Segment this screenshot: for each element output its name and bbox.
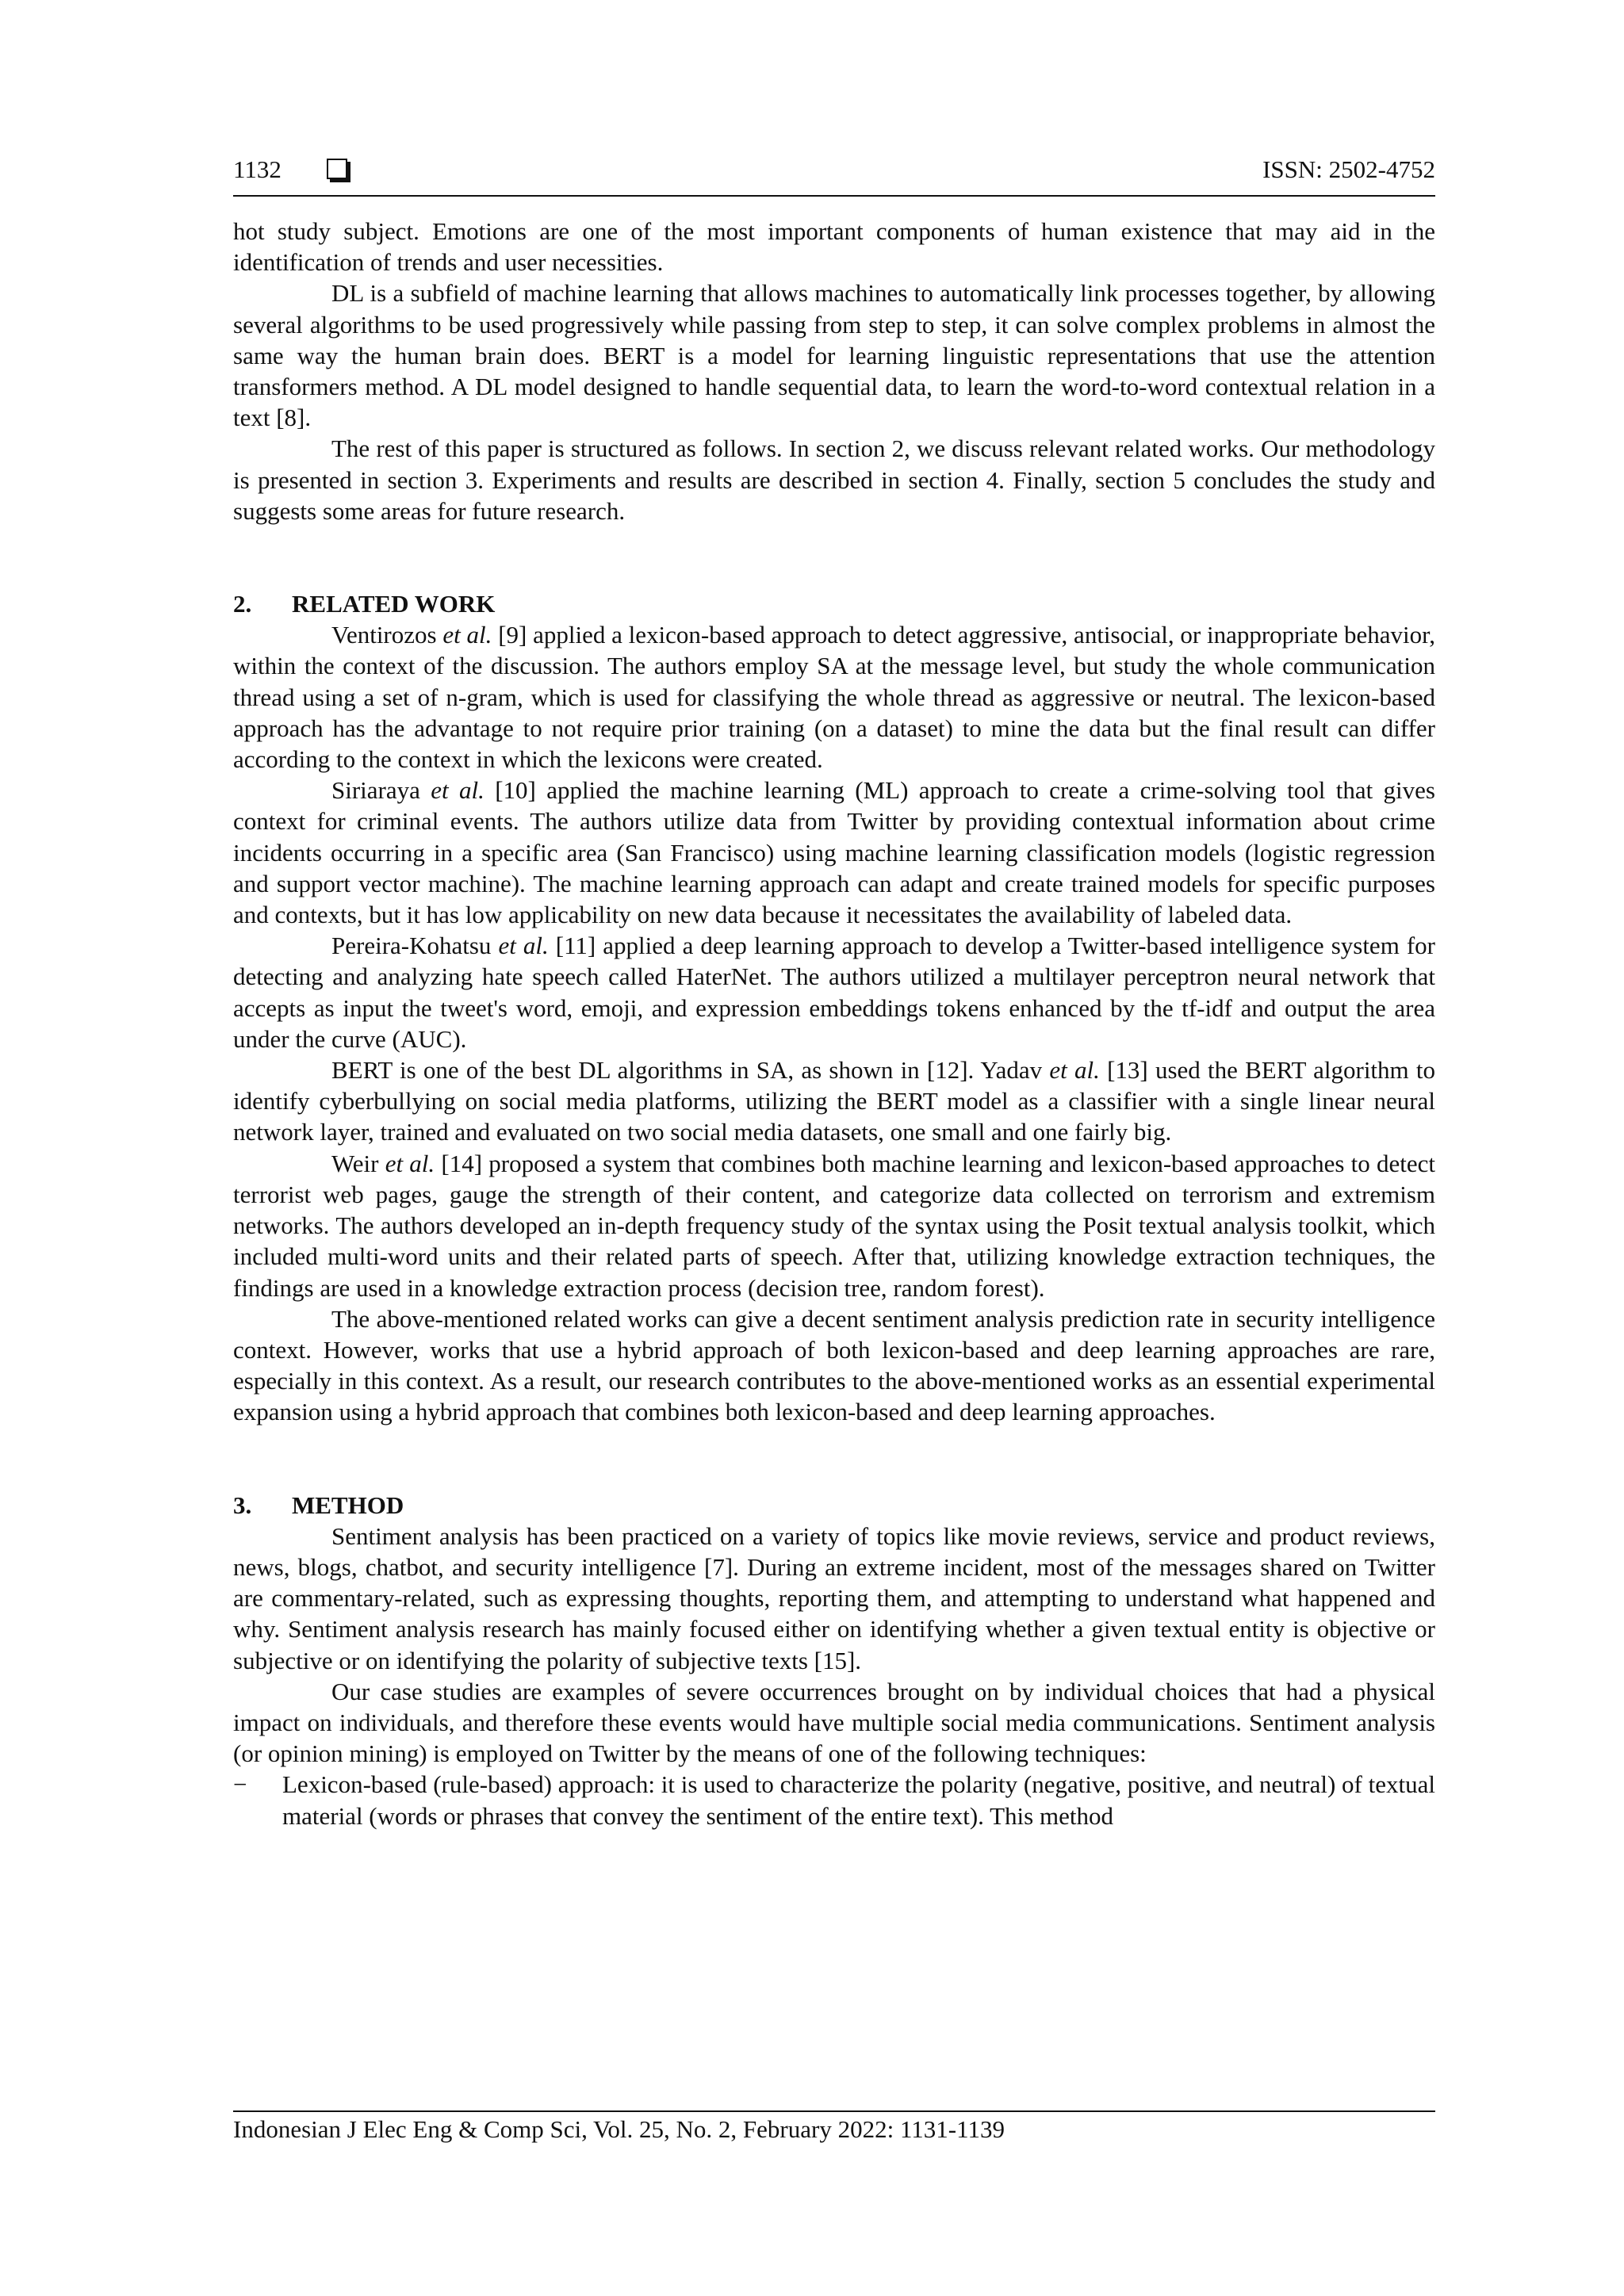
text-run: Ventirozos xyxy=(331,621,443,649)
square-bullet-icon xyxy=(327,159,347,179)
text-run: Weir xyxy=(331,1149,385,1177)
text-run: [13] used the BERT algorithm to identify cyberbullying on social media platforms, utilizing the BERT model as a classifier with a single linear neural network layer, trained and evaluated on two social media datasets, one small and one fairly big. xyxy=(233,1056,1435,1146)
list-item xyxy=(233,1769,1435,1831)
section-heading-related-work xyxy=(233,588,1435,619)
section-title: METHOD xyxy=(292,1490,404,1519)
et-al: et al. xyxy=(431,776,485,805)
body-text xyxy=(233,216,1435,1831)
journal-citation: Indonesian J Elec Eng & Comp Sci, Vol. 25, No. 2, February 2022: 1131-1139 xyxy=(233,2115,1005,2143)
related-paragraph-2 xyxy=(233,775,1435,930)
text-run: [10] applied the machine learning (ML) approach to create a crime-solving tool that gives context for criminal events. The authors utilize data from Twitter by providing contextual information about crime incidents occurring in a specific area (San Francisco) using machine learning classification models (logistic regression and support vector machine). The machine learning approach can adapt and create trained models for specific purposes and contexts, but it has low applicability on new data because it necessitates the availability of labeled data. xyxy=(233,776,1435,929)
intro-paragraph-1: hot study subject. Emotions are one of the most important components of human existence that may aid in the identification of trends and user necessities. xyxy=(233,217,1435,277)
text-run: Pereira-Kohatsu xyxy=(331,932,499,960)
related-paragraph-4 xyxy=(233,1054,1435,1148)
issn-label: ISSN: 2502-4752 xyxy=(1262,155,1435,183)
text-run: [14] proposed a system that combines both machine learning and lexicon-based approaches to detect terrorist web pages, gauge the strength of their content, and categorize data collected on terrorism and extremism networks. The authors developed an in-depth frequency study of the syntax using the Posit textual analysis toolkit, which included multi-word units and their related parts of speech. After that, utilizing knowledge extraction techniques, the findings are used in a knowledge extraction process (decision tree, random forest). xyxy=(233,1149,1435,1302)
intro-paragraph-3: The rest of this paper is structured as follows. In section 2, we discuss relevant related works. Our methodology is presented in section 3. Experiments and results are described in section 4. Finally, section 5 concludes the study and suggests some areas for future research. xyxy=(233,434,1435,525)
related-paragraph-5 xyxy=(233,1148,1435,1303)
list-item-text: Lexicon-based (rule-based) approach: it is used to characterize the polarity (negative, positive, and neutral) of textual material (words or phrases that convey the sentiment of the entire text). This method xyxy=(282,1770,1435,1830)
section-number: 2. xyxy=(233,590,252,618)
et-al: et al. xyxy=(1049,1056,1100,1085)
running-footer xyxy=(233,2110,1435,2144)
section-title: RELATED WORK xyxy=(292,590,496,618)
method-paragraph-2: Our case studies are examples of severe occurrences brought on by individual choices that had a physical impact on individuals, and therefore these events would have multiple social media communications. Sentiment analysis (or opinion mining) is employed on Twitter by the means of one of the following techniques: xyxy=(233,1677,1435,1768)
running-header xyxy=(233,151,1435,197)
page-number: 1132 xyxy=(233,155,282,183)
intro-paragraph-2: DL is a subfield of machine learning that allows machines to automatically link processes together, by allowing several algorithms to be used progressively while passing from step to step, it can solve complex problems in almost the same way the human brain does. BERT is a model for learning linguistic representations that use the attention transformers method. A DL model designed to handle sequential data, to learn the word-to-word contextual relation in a text [8]. xyxy=(233,279,1435,432)
text-run: [9] applied a lexicon-based approach to detect aggressive, antisocial, or inappropriate behavior, within the context of the discussion. The authors employ SA at the message level, but study the whole communication thread using a set of n-gram, which is used for classifying the whole thread as aggressive or neutral. The lexicon-based approach has the advantage to not require prior training (on a dataset) to mine the data but the final result can differ according to the context in which the lexicons were created. xyxy=(233,621,1435,774)
et-al: et al. xyxy=(498,932,549,960)
section-number: 3. xyxy=(233,1490,252,1519)
text-run: Siriaraya xyxy=(331,776,431,805)
related-paragraph-3 xyxy=(233,930,1435,1054)
text-run: BERT is one of the best DL algorithms in SA, as shown in [12]. Yadav xyxy=(331,1056,1050,1085)
et-al: et al. xyxy=(385,1149,435,1177)
text-run: [11] applied a deep learning approach to develop a Twitter-based intelligence system for detecting and analyzing hate speech called HaterNet. The authors utilized a multilayer perceptron neural network that accepts as input the tweet's word, emoji, and expression embeddings tokens enhanced by the tf-idf and output the area under the curve (AUC). xyxy=(233,932,1435,1053)
et-al: et al. xyxy=(442,621,492,649)
related-paragraph-6: The above-mentioned related works can give a decent sentiment analysis prediction rate in security intelligence context. However, works that use a hybrid approach of both lexicon-based and deep learning approaches are rare, especially in this context. As a result, our research contributes to the above-mentioned works as an essential experimental expansion using a hybrid approach that combines both lexicon-based and deep learning approaches. xyxy=(233,1304,1435,1426)
related-paragraph-1 xyxy=(233,619,1435,775)
section-heading-method xyxy=(233,1490,1435,1521)
dash-bullet-icon: − xyxy=(233,1770,247,1799)
method-paragraph-1: Sentiment analysis has been practiced on a variety of topics like movie reviews, service and product reviews, news, blogs, chatbot, and security intelligence [7]. During an extreme incident, most of the messages shared on Twitter are commentary-related, such as expressing thoughts, reporting them, and attempting to understand what happened and why. Sentiment analysis research has mainly focused either on identifying whether a given textual entity is objective or subjective or on identifying the polarity of subjective texts [15]. xyxy=(233,1521,1435,1674)
